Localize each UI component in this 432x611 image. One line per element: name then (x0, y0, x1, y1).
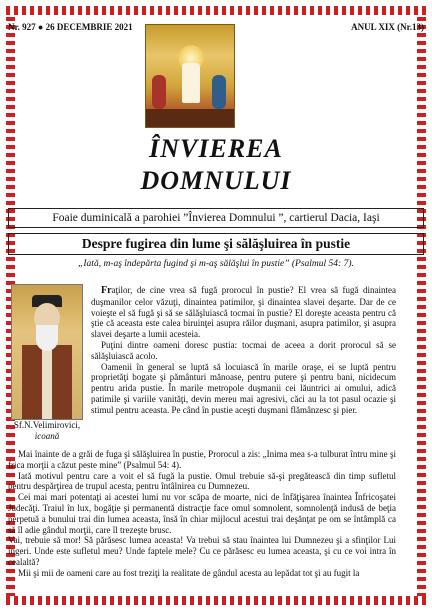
article-heading: Despre fugirea din lume şi sălăşluirea în pustie (8, 233, 424, 255)
paragraph-5: Iată motivul pentru care a voit el să fugă la pustie. Omul trebuie să-şi pregătească din timp sufletul pentru despărţirea de trupul acesta, pentru întâlnirea cu Dumnezeu. (8, 470, 396, 492)
paragraph-1: aţilor, de cine vrea să fugă prorocul în pustie? El vrea să fugă dinaintea duşmanilor celor văzuţi, dinaintea patimilor, şi dinaintea slavei deşarte. Dar de ce voieşte el să fugă şi să se sălăşluiască tocmai în pustie? El doreşte aceasta pentru că ştie că aceasta este calea biruinţei asupra răilor duşmani, asupra patimilor, şi asupra slavei deşarte a lumii acesteia. (91, 285, 396, 340)
paragraph-4: Mai înainte de a grăi de fuga şi sălăşluirea în pustie, Prorocul a zis: „Inima mea s-a tulburat întru mine şi frica morţii a căzut peste mine” (Psalmul 54: 4). (8, 449, 396, 470)
article-body-full (8, 449, 396, 579)
paragraph-6: Cei mai mari potentaţi ai acestei lumi nu vor scăpa de moarte, nici de înfăţişarea înaintea Înfricoşatei Judecăţi. Traiul în lux, bogăţie şi permanentă distracţie face omul somnolent, somnolenţă indusă de beţia perpetuă a bunului trai din lumea aceasta, însă în chiar mijlocul acestui trai deşănţat pe om se întâmplă ca să îl adie gândul morţii, care îl trezeşte brusc. (8, 492, 396, 535)
article-epigraph: „Iată, m-aş îndepărta fugind şi m-aş sălăşlui în pustie” (Psalmul 54: 7). (78, 259, 354, 269)
dropcap: Fr (101, 285, 112, 296)
article-body-right (91, 285, 396, 416)
masthead-subtitle: Foaie duminicală a parohiei ”Învierea Domnului ”, cartierul Dacia, Iaşi (8, 208, 424, 228)
paragraph-7: Vai, trebuie să mor! Să părăsesc lumea aceasta! Va trebui să stau înaintea lui Dumnezeu şi a sfinţilor Lui îngeri. Unde este sufletul meu? Unde faptele mele? Cu ce părăsesc eu lumea aceasta, şi cu ce voi intra în cealaltă? (8, 535, 396, 567)
issue-year: ANUL XIX (Nr.13) (351, 22, 424, 32)
caption-name: Sf.N.Velimirovici, (13, 420, 81, 430)
caption-word: icoană (34, 431, 60, 441)
resurrection-icon-image (145, 24, 235, 128)
saint-icon-image (11, 284, 83, 420)
masthead-title-line1: ÎNVIEREA (149, 134, 283, 163)
paragraph-3: Oamenii în general se luptă să locuiască în marile oraşe, ei se luptă pentru proprietăţi bogate şi pământuri mănoase, pentru putere şi pentru bani, nicidecum pentru arida pustie. În marile metropole duşmanii cei lăuntrici ai omului, adică patimile şi variile vanităţi, devin mereu mai agresivi, căci au la tot pasul ocazie şi stimul pentru aceasta. Pe când în pustie aceşti duşmani flămânzesc şi pier. (91, 361, 396, 415)
masthead-title-line2: DOMNULUI (140, 166, 292, 195)
paragraph-2: Puţini dintre oameni doresc pustia: tocmai de aceea a dorit prorocul să se sălăşluiască acolo. (91, 339, 396, 361)
issue-number: Nr. 927 ● 26 DECEMBRIE 2021 (8, 22, 133, 32)
saint-caption (11, 420, 83, 442)
paragraph-8: Mii şi mii de oameni care au fost treziţi la realitate de gândul acesta au lepădat tot şi au fugit la (18, 567, 360, 578)
